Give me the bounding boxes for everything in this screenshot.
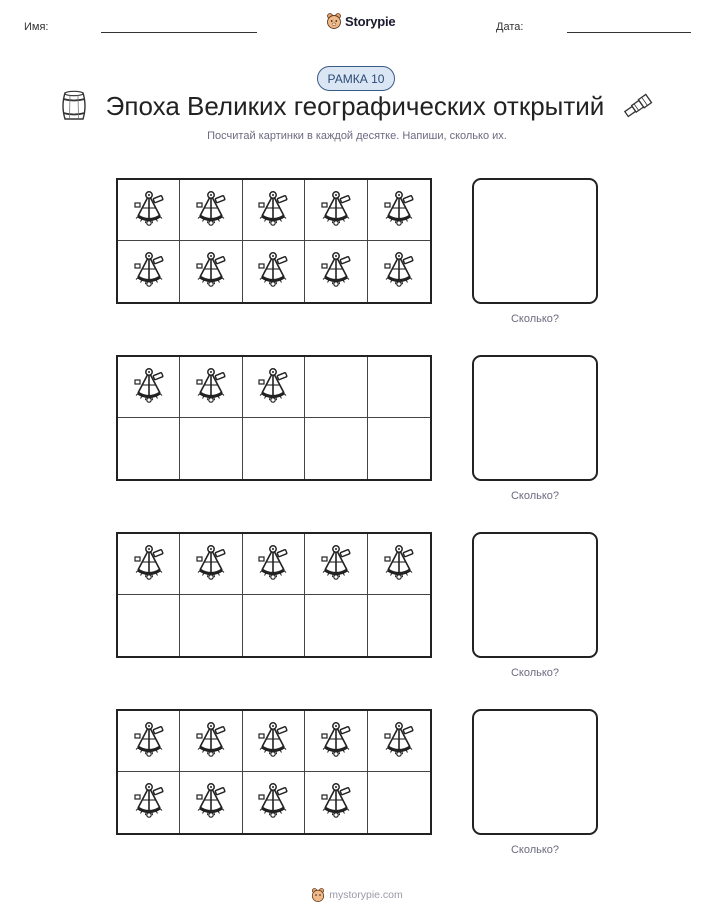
ten-frame-cell	[180, 534, 242, 595]
answer-box[interactable]	[472, 178, 598, 304]
ten-frame-cell	[243, 534, 305, 595]
spyglass-icon	[622, 93, 654, 119]
barrel-icon	[60, 90, 88, 122]
name-line[interactable]	[101, 32, 257, 33]
ten-frame-cell	[368, 357, 430, 418]
sextant-icon	[191, 542, 231, 587]
frame-badge: РАМКА 10	[317, 66, 395, 91]
ten-frame-cell	[305, 534, 367, 595]
ten-frame-cell	[243, 772, 305, 833]
ten-frame-cell	[243, 180, 305, 241]
ten-frame-cell	[243, 241, 305, 302]
ten-frame-cell	[118, 180, 180, 241]
ten-frame-cell	[180, 357, 242, 418]
page-title: Эпоха Великих географических открытий	[105, 90, 605, 121]
sextant-icon	[379, 719, 419, 764]
ten-frame-cell	[305, 595, 367, 656]
sextant-icon	[379, 188, 419, 233]
storypie-mascot-icon	[326, 12, 342, 30]
sextant-icon	[253, 188, 293, 233]
ten-frame-cell	[180, 418, 242, 479]
answer-box[interactable]	[472, 709, 598, 835]
ten-frame-cell	[118, 595, 180, 656]
brand-logo	[326, 12, 395, 30]
sextant-icon	[191, 365, 231, 410]
ten-frame	[116, 355, 432, 481]
ten-frame-cell	[368, 534, 430, 595]
ten-frame	[116, 178, 432, 304]
ten-frame-cell	[368, 241, 430, 302]
ten-frame-cell	[368, 595, 430, 656]
ten-frame	[116, 709, 432, 835]
sextant-icon	[253, 249, 293, 294]
sextant-icon	[191, 188, 231, 233]
ten-frame-cell	[118, 772, 180, 833]
answer-box[interactable]	[472, 355, 598, 481]
title-row	[0, 90, 714, 122]
footer-url: mystorypie.com	[329, 889, 403, 901]
how-many-label: Сколько?	[510, 667, 560, 679]
ten-frame-cell	[243, 595, 305, 656]
date-line[interactable]	[567, 32, 691, 33]
how-many-label: Сколько?	[510, 313, 560, 325]
sextant-icon	[129, 719, 169, 764]
ten-frame-cell	[118, 241, 180, 302]
sextant-icon	[129, 542, 169, 587]
ten-frame-cell	[118, 534, 180, 595]
sextant-icon	[253, 780, 293, 825]
sextant-icon	[129, 249, 169, 294]
sextant-icon	[253, 719, 293, 764]
sextant-icon	[379, 542, 419, 587]
ten-frame-cell	[305, 418, 367, 479]
date-label: Дата:	[496, 21, 524, 33]
sextant-icon	[316, 249, 356, 294]
ten-frame-cell	[180, 772, 242, 833]
sextant-icon	[191, 780, 231, 825]
ten-frame-cell	[368, 711, 430, 772]
sextant-icon	[191, 719, 231, 764]
ten-frame-cell	[305, 241, 367, 302]
ten-frame-cell	[118, 711, 180, 772]
ten-frame-cell	[243, 357, 305, 418]
sextant-icon	[316, 542, 356, 587]
sextant-icon	[316, 719, 356, 764]
sextant-icon	[129, 365, 169, 410]
ten-frame-cell	[305, 180, 367, 241]
answer-box[interactable]	[472, 532, 598, 658]
ten-frame-cell	[368, 180, 430, 241]
sextant-icon	[253, 542, 293, 587]
sextant-icon	[129, 780, 169, 825]
ten-frame-cell	[180, 595, 242, 656]
sextant-icon	[379, 249, 419, 294]
sextant-icon	[316, 780, 356, 825]
sextant-icon	[129, 188, 169, 233]
ten-frame	[116, 532, 432, 658]
ten-frame-cell	[368, 418, 430, 479]
name-label: Имя:	[24, 21, 49, 33]
ten-frame-cell	[243, 418, 305, 479]
sextant-icon	[191, 249, 231, 294]
how-many-label: Сколько?	[510, 844, 560, 856]
ten-frame-cell	[305, 711, 367, 772]
storypie-mascot-icon	[311, 887, 325, 903]
brand-name: Storypie	[345, 13, 396, 29]
ten-frame-cell	[180, 241, 242, 302]
ten-frame-cell	[180, 711, 242, 772]
how-many-label: Сколько?	[510, 490, 560, 502]
sextant-icon	[253, 365, 293, 410]
ten-frame-cell	[305, 772, 367, 833]
footer	[0, 887, 714, 903]
ten-frame-cell	[118, 418, 180, 479]
sextant-icon	[316, 188, 356, 233]
ten-frame-cell	[305, 357, 367, 418]
ten-frame-cell	[180, 180, 242, 241]
ten-frame-cell	[118, 357, 180, 418]
instructions: Посчитай картинки в каждой десятке. Напиши, сколько их.	[207, 130, 507, 142]
ten-frame-cell	[368, 772, 430, 833]
ten-frame-cell	[243, 711, 305, 772]
